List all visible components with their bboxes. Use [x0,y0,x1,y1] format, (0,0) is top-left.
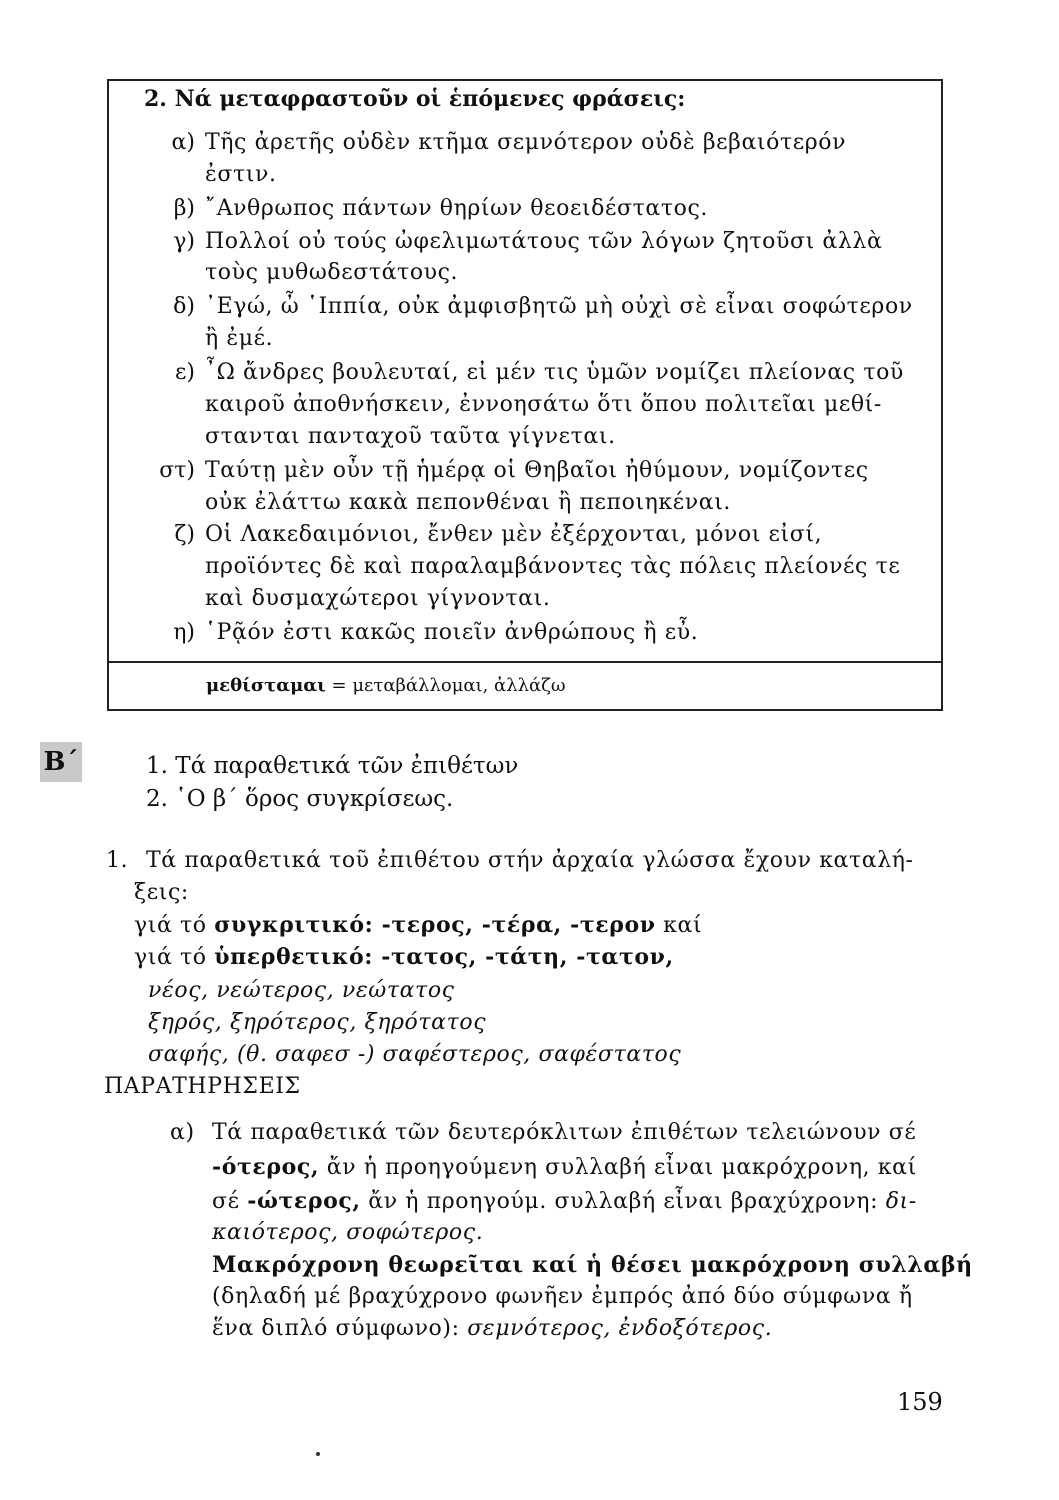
item-e-line-2: καιροῦ ἀποθνήσκειν, ἐννοησάτω ὅτι ὅπου πολιτεῖαι μεθί- [205,392,882,417]
vocab-definition: = μεταβάλλομαι, ἀλλάζω [325,675,566,696]
notes-line-7 [212,1316,772,1341]
item-a-line-1: Τῆς ἀρετῆς οὐδὲν κτῆμα σεμνότερον οὐδὲ βεβαιότερόν [205,130,847,155]
item-z-line-3: καὶ δυσμαχώτεροι γίγνονται. [205,586,551,611]
page-number: 159 [897,1388,943,1416]
comp-prefix: γιά τό [134,913,215,938]
comp-suffix: καί [655,913,703,938]
exercise-heading: 2. Νά μεταφραστοῦν οἱ ἑπόμενες φράσεις: [144,86,686,112]
notes-l3-it: δι- [885,1189,917,1214]
vocab-term: μεθίσταμαι [206,675,326,696]
notes-line-4: καιότερος, σοφώτερος. [212,1220,484,1245]
item-b-line-1: ῎Ανθρωπος πάντων θηρίων θεοειδέστατος. [205,196,708,221]
notes-l3-bold: -ώτερος, [247,1188,361,1214]
item-label-e: ε) [175,360,195,385]
item-e-line-1: ῏Ω ἄνδρες βουλευταί, εἰ μέν τις ὑμῶν νομίζει πλείονας τοῦ [205,360,904,385]
item-label-st: στ) [159,458,195,483]
notes-l3-a: σέ [212,1189,248,1214]
item-st-line-2: οὐκ ἐλάττω κακὰ πεπονθέναι ἢ πεποιηκέναι. [205,490,732,515]
notes-line-3 [212,1188,917,1214]
section-title-2: 2. ῾Ο β΄ ὅρος συγκρίσεως. [146,786,454,812]
comp-bold: συγκριτικό: -τερος, -τέρα, -τερον [214,912,656,938]
item-i-line-1: ῾Ρᾷόν ἐστι κακῶς ποιεῖν ἀνθρώπους ἢ εὖ. [205,620,699,645]
item-label-b: β) [173,196,195,221]
item-z-line-1: Οἱ Λακεδαιμόνιοι, ἔνθεν μὲν ἐξέρχονται, μόνοι εἰσί, [205,522,823,547]
section-title-1: 1. Τά παραθετικά τῶν ἐπιθέτων [146,753,519,779]
notes-l7-a: ἕνα διπλό σύμφωνο): [212,1316,468,1341]
item-st-line-1: Ταύτῃ μὲν οὖν τῇ ἡμέρᾳ οἱ Θηβαῖοι ἠθύμουν, νομίζοντες [205,458,869,483]
notes-line-5: Μακρόχρονη θεωρεῖται καί ἡ θέσει μακρόχρονη συλλαβή [212,1252,973,1278]
item-label-i: η) [173,620,195,645]
notes-line-6: (δηλαδή μέ βραχύχρονο φωνῆεν ἐμπρός ἀπό δύο σύμφωνα ἤ [212,1284,913,1309]
item-label-z: ζ) [174,522,195,547]
sup-bold: ὑπερθετικό: -τατος, -τάτη, -τατον, [214,944,674,970]
vocabulary-entry [206,675,566,696]
example-1: νέος, νεώτερος, νεώτατος [148,978,455,1003]
item-c-line-1: Πολλοί οὐ τούς ὠφελιμωτάτους τῶν λόγων ζητοῦσι ἀλλὰ [205,229,883,254]
paragraph-line-2: ξεις: [134,880,189,905]
notes-l3-rest: ἄν ἡ προηγούμ. συλλαβή εἶναι βραχύχρονη: [360,1189,886,1214]
paragraph-line-1: Τά παραθετικά τοῦ ἐπιθέτου στήν ἀρχαία γλώσσα ἔχουν καταλή- [146,848,914,873]
example-3: σαφής, (θ. σαφεσ -) σαφέστερος, σαφέστατος [148,1042,682,1067]
item-e-line-3: στανται πανταχοῦ ταῦτα γίγνεται. [205,424,616,449]
notes-l2-rest: ἄν ἡ προηγούμενη συλλαβή εἶναι μακρόχρονη, καί [319,1155,917,1180]
superlative-endings [134,944,674,970]
item-label-d: δ) [173,294,195,319]
item-c-line-2: τοὺς μυθωδεστάτους. [205,260,459,285]
scan-speck [316,1452,320,1456]
item-d-line-1: ᾿Εγώ, ὦ ῾Ιππία, οὐκ ἀμφισβητῶ μὴ οὐχὶ σὲ εἶναι σοφώτερον [205,294,913,319]
item-a-line-2: ἐστιν. [205,162,277,187]
item-label-c: γ) [173,229,195,254]
item-z-line-2: προϊόντες δὲ καὶ παραλαμβάνοντες τὰς πόλεις πλείονές τε [205,554,901,579]
notes-l7-it: σεμνότερος, ἐνδοξότερος. [467,1316,773,1341]
paragraph-number: 1. [106,848,129,873]
section-badge: Β΄ [40,742,82,782]
example-2: ξηρός, ξηρότερος, ξηρότατος [148,1010,487,1035]
item-label-a: α) [171,130,195,155]
notes-line-1: Τά παραθετικά τῶν δευτερόκλιτων ἐπιθέτων τελειώνουν σέ [212,1120,917,1145]
notes-line-2 [212,1154,917,1180]
notes-label-a: α) [170,1120,195,1145]
comparative-endings [134,912,702,938]
notes-l2-bold: -ότερος, [212,1154,320,1180]
notes-heading: ΠΑΡΑΤΗΡΗΣΕΙΣ [104,1074,301,1099]
sup-prefix: γιά τό [134,945,215,970]
item-d-line-2: ἢ ἐμέ. [205,326,274,351]
